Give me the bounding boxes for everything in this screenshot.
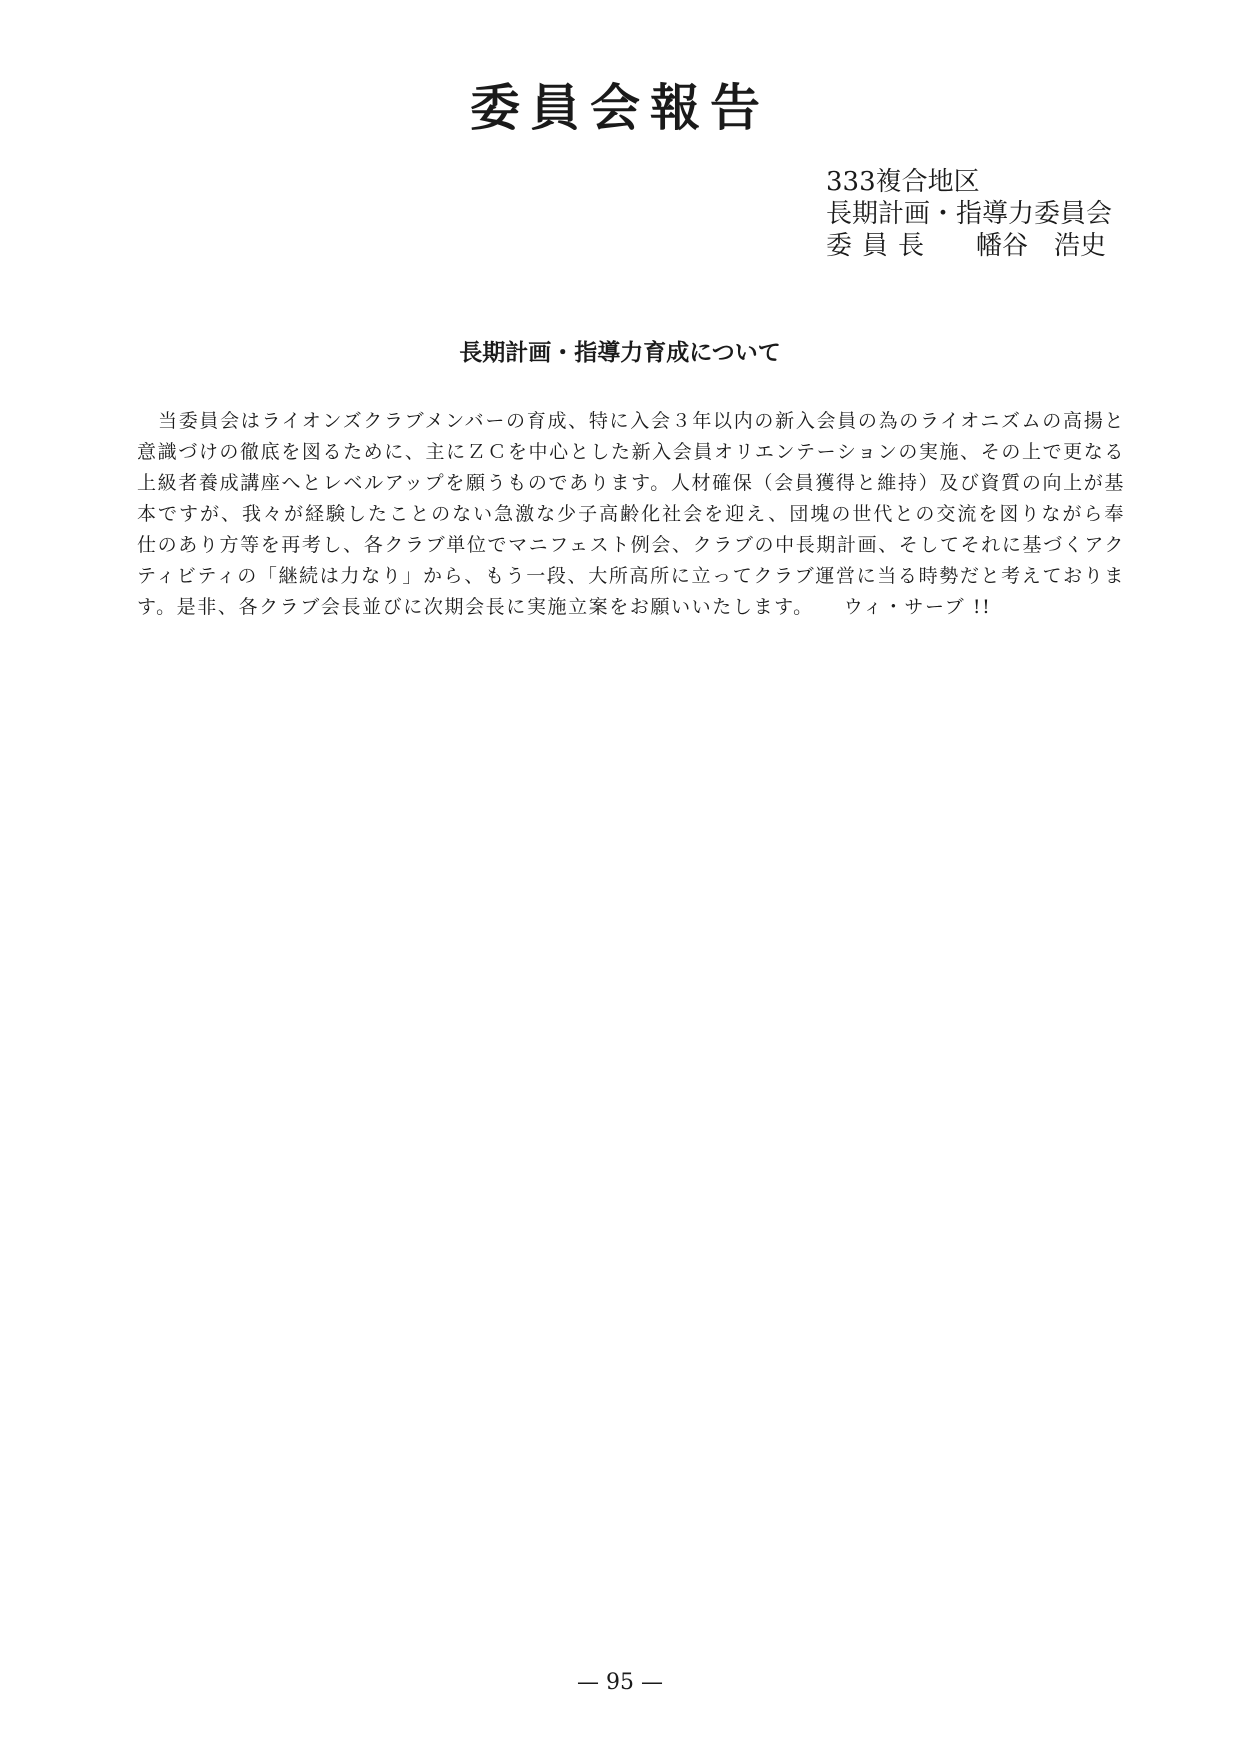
author-committee: 長期計画・指導力委員会 bbox=[826, 199, 1113, 229]
section-heading: 長期計画・指導力育成について bbox=[459, 339, 781, 366]
author-name: 幡谷 浩史 bbox=[976, 231, 1107, 261]
body-text: 当委員会はライオンズクラブメンバーの育成、特に入会３年以内の新入会員の為のライオニズムの高揚と意識づけの徹底を図るために、主にＺＣを中心とした新入会員オリエンテーションの実施、その上で更なる上級者養成講座へとレベルアップを願うものであります。人材確保（会員獲得と維持）及び資質の向上が基本ですが、我々が経験したことのない急激な少子高齢化社会を迎え、団塊の世代との交流を図りながら奉仕のあり方等を再考し、各クラブ単位でマニフェスト例会、クラブの中長期計画、そしてそれに基づくアクティビティの「継続は力なり」から、もう一段、大所高所に立ってクラブ運営に当る時勢だと考えております。是非、各クラブ会長並びに次期会長に実施立案をお願いいたします。 bbox=[137, 410, 1125, 618]
author-role: 委員長 bbox=[826, 231, 935, 261]
page-title: 委員会報告 bbox=[470, 78, 770, 137]
page-number: — 95 — bbox=[577, 1670, 663, 1695]
author-chair-line bbox=[826, 230, 1206, 262]
body-paragraph bbox=[137, 406, 1125, 623]
author-block bbox=[826, 166, 1206, 262]
signoff-text: ウィ・サーブ !! bbox=[843, 596, 992, 618]
author-district: 333複合地区 bbox=[826, 167, 980, 197]
